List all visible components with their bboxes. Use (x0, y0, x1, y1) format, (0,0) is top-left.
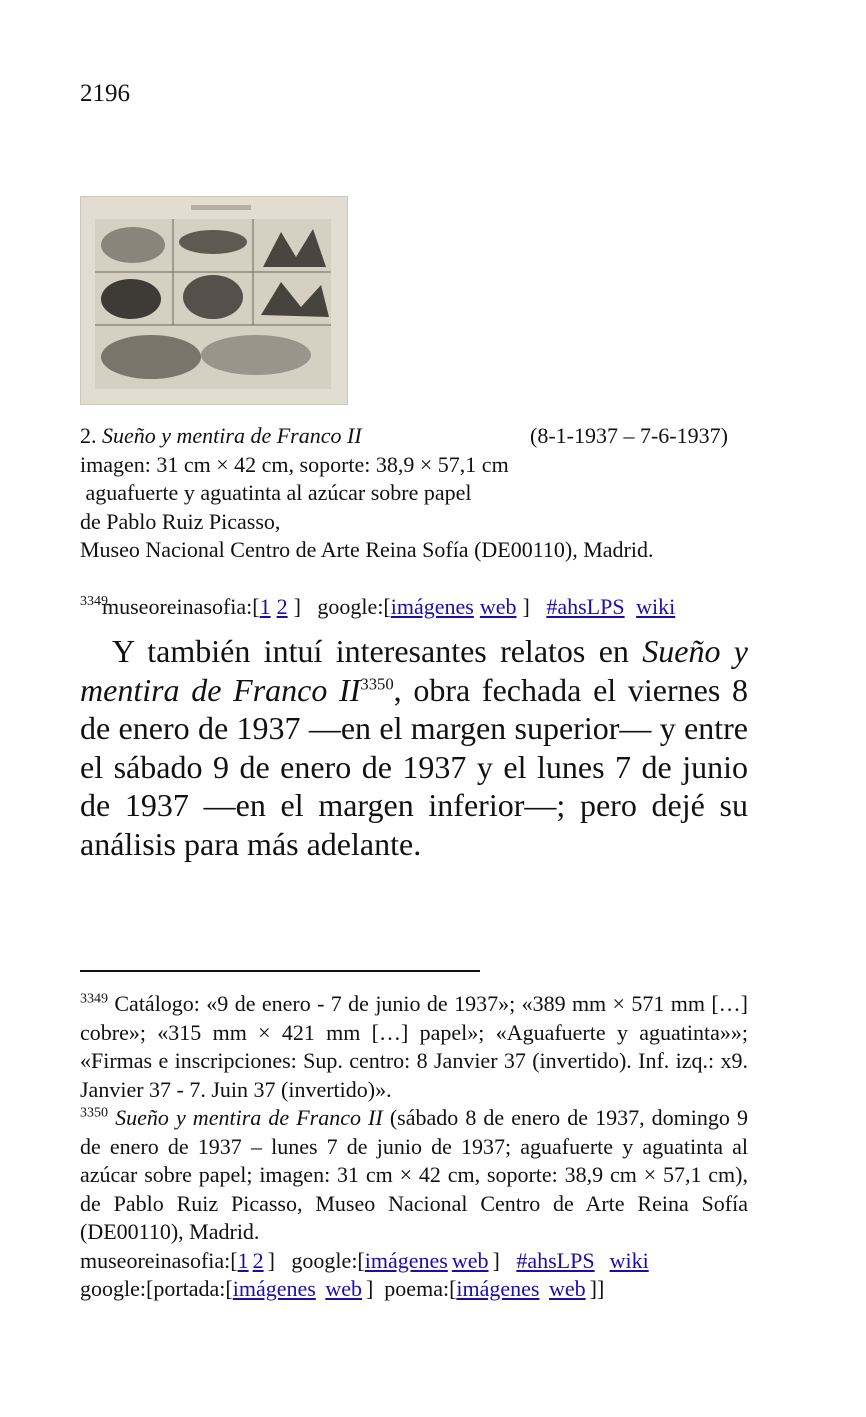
figure-caption (80, 422, 760, 619)
google-images-link[interactable]: imágenes (390, 594, 474, 619)
caption-prefix: 2. (80, 423, 102, 448)
hashtag-link[interactable]: #ahsLPS (516, 1247, 595, 1273)
body-paragraph (80, 632, 748, 863)
portada-close: ]] (589, 1276, 605, 1301)
wiki-link[interactable]: wiki (636, 594, 676, 619)
link-mid: ] google:[ (293, 594, 391, 619)
artwork-image (80, 196, 348, 405)
caption-author: de Pablo Ruiz Picasso, (80, 508, 281, 534)
page-number: 2196 (80, 80, 130, 107)
footnotes (80, 990, 748, 1304)
body-text-part2: , obra fechada el viernes 8 de enero de 1937 —en el margen superior— y entre el sábado 9 de enero de 1937 y el lunes 7 de junio de 1937 —en el margen inferior—; pero dejé su análisis para más adelante. (80, 671, 749, 862)
museo-link-2[interactable]: 2 (252, 1247, 264, 1273)
body-artwork-title: Sueño y mentira de Franco II (80, 633, 749, 708)
body-footnote-ref[interactable]: 3350 (360, 673, 394, 693)
poema-prefix: ] poema:[ (365, 1276, 457, 1301)
google-web-link[interactable]: web (479, 594, 517, 619)
caption-title: Sueño y mentira de Franco II (102, 423, 362, 448)
footnote-separator (80, 970, 480, 972)
portada-prefix: google:[portada:[ (80, 1276, 233, 1301)
footnote-text: Catálogo: «9 de enero - 7 de junio de 1937»; «389 mm × 571 mm […] cobre»; «315 mm × 421 mm […] papel»; «Aguafuerte y aguatinta»»; «Firmas e inscripciones: Sup. centro: 8 Janvier 37 (invertido). Inf. izq.: x9. Janvier 37 - 7. Juin 37 (invertido)». (80, 991, 748, 1102)
poema-images-link[interactable]: imágenes (456, 1276, 540, 1301)
wiki-link[interactable]: wiki (609, 1247, 649, 1273)
footnote-marker: 3350 (80, 1105, 108, 1121)
caption-technique: aguafuerte y aguatinta al azúcar sobre papel (80, 480, 472, 505)
footnote-3349 (80, 990, 748, 1104)
footnote-portada-links (80, 1275, 748, 1304)
link-mid: ] google:[ (267, 1247, 365, 1273)
museo-link-1[interactable]: 1 (259, 594, 271, 619)
footnote-3350 (80, 1104, 748, 1247)
caption-title-row (80, 422, 760, 451)
portada-images-link[interactable]: imágenes (232, 1276, 316, 1301)
caption-footnote-ref: 3349 (80, 594, 108, 609)
hashtag-link[interactable]: #ahsLPS (546, 594, 625, 619)
link-prefix: museoreinasofia:[ (102, 594, 260, 619)
footnote-marker: 3349 (80, 991, 108, 1007)
body-text-part1: Y también intuí interesantes relatos en (112, 633, 643, 669)
poema-web-link[interactable]: web (548, 1276, 586, 1301)
footnote-text: (sábado 8 de enero de 1937, domingo 9 de enero de 1937 – lunes 7 de junio de 1937; aguafuerte y aguatinta al azúcar sobre papel; imagen: 31 cm × 42 cm, soporte: 38,9 cm × 57,1 cm), de Pablo Ruiz Picasso, Museo Nacional Centro de Arte Reina Sofía (DE00110), Madrid. (80, 1105, 748, 1244)
portada-web-link[interactable]: web (325, 1276, 362, 1301)
footnote-artwork-title: Sueño y mentira de Franco II (115, 1105, 383, 1130)
caption-dimensions: imagen: 31 cm × 42 cm, soporte: 38,9 × 57,1 cm (80, 451, 509, 477)
caption-dates: (8-1-1937 – 7-6-1937) (530, 423, 728, 448)
link-prefix: museoreinasofia:[ (80, 1247, 238, 1273)
museo-link-2[interactable]: 2 (276, 594, 288, 619)
link-close: ] (492, 1247, 500, 1273)
footnote-links (80, 1247, 748, 1276)
museo-link-1[interactable]: 1 (237, 1247, 249, 1273)
google-web-link[interactable]: web (451, 1247, 489, 1273)
google-images-link[interactable]: imágenes (364, 1247, 448, 1273)
link-close: ] (522, 594, 530, 619)
caption-museum: Museo Nacional Centro de Arte Reina Sofía (DE00110), Madrid. (80, 537, 654, 562)
